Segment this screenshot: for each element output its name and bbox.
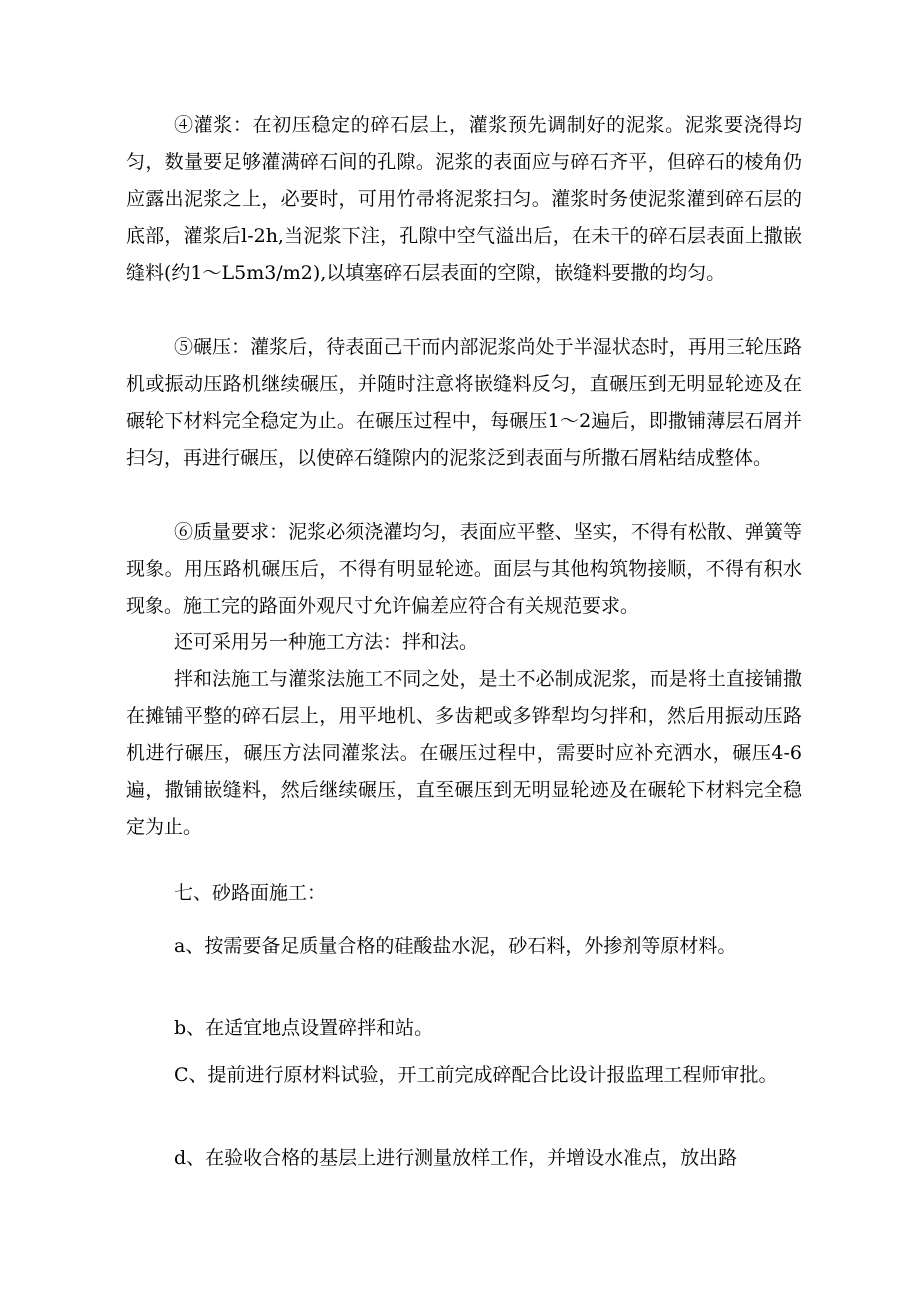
list-item-b: b、在适宜地点设置碎拌和站。	[174, 1017, 434, 1039]
list-item-c: C、提前进行原材料试验，开工前完成碎配合比设计报监理工程师审批。	[174, 1064, 778, 1086]
section-heading-sand-road: 七、砂路面施工：	[174, 882, 327, 904]
paragraph-rolling: ⑤碾压：灌浆后，待表面己干而内部泥浆尚处于半湿状态时，再用三轮压路机或振动压路机继续碾压，并随时注意将嵌缝料反匀，直碾压到无明显轮迹及在碾轮下材料完全稳定为止。在碾压过程中，每碾压1～2遍后，即撒铺薄层石屑并扫匀，再进行碾压，以使碎石缝隙内的泥浆泛到表面与所撒石屑粘结成整体。	[126, 336, 802, 469]
list-item-d: d、在验收合格的基层上进行测量放样工作，并增设水准点，放出路	[174, 1147, 738, 1169]
paragraph-quality-requirements: ⑥质量要求：泥浆必须浇灌均匀，表面应平整、坚实，不得有松散、弹簧等现象。用压路机碾压后，不得有明显轮迹。面层与其他构筑物接顺，不得有积水现象。施工完的路面外观尺寸允许偏差应符合有关规范要求。	[126, 521, 802, 617]
paragraph-alternative-method: 还可采用另一种施工方法：拌和法。	[174, 631, 479, 653]
paragraph-mixing-method: 拌和法施工与灌浆法施工不同之处，是土不必制成泥浆，而是将土直接铺撒在摊铺平整的碎石层上，用平地机、多齿耙或多铧犁均匀拌和，然后用振动压路机进行碾压，碾压方法同灌浆法。在碾压过程中，需要时应补充洒水，碾压4-6遍，撒铺嵌缝料，然后继续碾压，直至碾压到无明显轮迹及在碾轮下材料完全稳定为止。	[126, 668, 802, 838]
list-item-a: a、按需要备足质量合格的硅酸盐水泥，砂石料，外掺剂等原材料。	[174, 935, 737, 957]
paragraph-grouting: ④灌浆：在初压稳定的碎石层上，灌浆预先调制好的泥浆。泥浆要浇得均匀，数量要足够灌满碎石间的孔隙。泥浆的表面应与碎石齐平，但碎石的棱角仍应露出泥浆之上，必要时，可用竹帚将泥浆扫匀。灌浆时务使泥浆灌到碎石层的底部，灌浆后l-2h,当泥浆下注，孔隙中空气溢出后，在未干的碎石层表面上撒嵌缝料(约1～L5m3/m2),以填塞碎石层表面的空隙，嵌缝料要撒的均匀。	[126, 114, 802, 284]
